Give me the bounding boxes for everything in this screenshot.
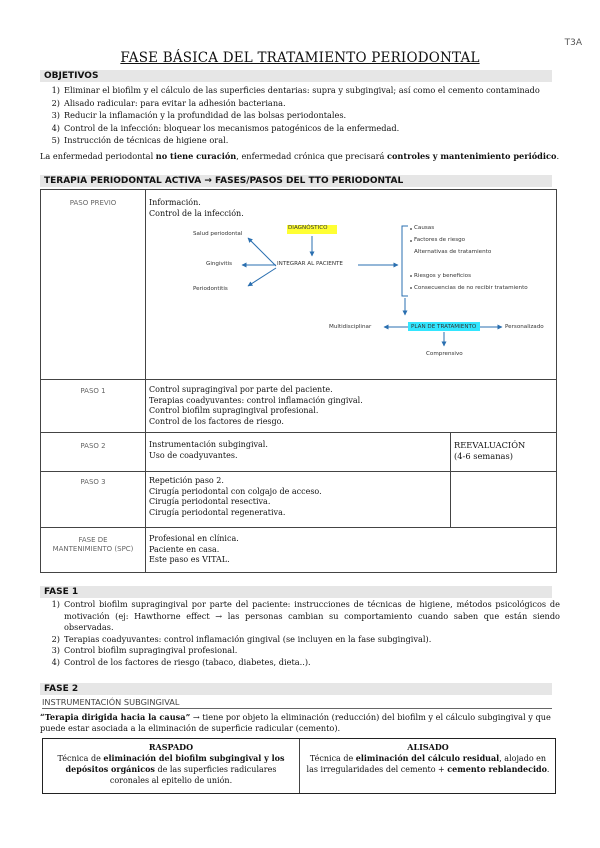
fases-table bbox=[40, 189, 557, 573]
raspado-alisado-table bbox=[42, 738, 556, 794]
paso1-label: PASO 1 bbox=[80, 387, 106, 395]
list-item: 3) Reducir la inflamación y la profundidad de las bolsas periodontales. bbox=[51, 110, 347, 120]
alisado-cell: ALISADO Técnica de eliminación del cálculo residual, alojado en las irregularidades del cemento + cemento reblandecido. bbox=[306, 742, 550, 774]
fase2-heading: FASE 2 bbox=[40, 683, 552, 695]
treatment-diagram bbox=[146, 218, 556, 378]
paso3-label: PASO 3 bbox=[80, 478, 106, 486]
salud-label: Salud periodontal bbox=[193, 231, 243, 237]
comprensivo-label: Comprensivo bbox=[426, 351, 463, 357]
diagnostico-label: DIAGNÓSTICO bbox=[288, 225, 328, 231]
paso2-content: Instrumentación subgingival. Uso de coadyuvantes. bbox=[149, 440, 268, 460]
list-item: 4) Control de la infección: bloquear los mecanismos patogénicos de la enfermedad. bbox=[51, 122, 400, 133]
paso-previo-label: PASO PREVIO bbox=[69, 199, 117, 207]
fase1-heading: FASE 1 bbox=[40, 586, 552, 598]
list-item: 2) Alisado radicular: para evitar la adhesión bacteriana. bbox=[51, 97, 286, 108]
personalizado-label: Personalizado bbox=[505, 324, 544, 330]
right-item: Factores de riesgo bbox=[414, 237, 466, 243]
paso2-label: PASO 2 bbox=[80, 442, 106, 450]
fase2-subheading: INSTRUMENTACIÓN SUBGINGIVAL bbox=[42, 697, 552, 709]
list-item: 1) Control biofilm supragingival por parte del paciente: instrucciones de técnicas de higiene, métodos psicológicos de motivación (ej: Hawthorne effect → las personas cambian su comportamiento cuando saben que están siendo observadas. bbox=[51, 599, 560, 632]
list-item: 2) Terapias coadyuvantes: control inflamación gingival (se incluyen en la fase subgingival). bbox=[51, 633, 432, 644]
objetivos-heading: OBJETIVOS bbox=[40, 70, 552, 82]
right-item: Alternativas de tratamiento bbox=[414, 249, 492, 255]
list-item: 1) Eliminar el biofilm y el cálculo de las superficies dentarias: supra y subgingival; así como el cemento contaminado bbox=[51, 85, 540, 95]
mantenimiento-label: FASE DE MANTENIMIENTO (SPC) bbox=[52, 536, 134, 553]
multidisciplinar-label: Multidisciplinar bbox=[329, 324, 372, 330]
terapia-heading: TERAPIA PERIODONTAL ACTIVA → FASES/PASOS DEL TTO PERIODONTAL bbox=[40, 175, 552, 187]
integrar-label: INTEGRAR AL PACIENTE bbox=[277, 261, 343, 267]
page-title: FASE BÁSICA DEL TRATAMIENTO PERIODONTAL bbox=[120, 50, 480, 66]
objetivos-note: La enfermedad periodontal no tiene curación, enfermedad crónica que precisará controles y mantenimiento periódico. bbox=[40, 151, 560, 161]
list-item: 3) Control biofilm supragingival profesional. bbox=[51, 645, 238, 655]
fase2-quote: “Terapia dirigida hacia la causa” → tiene por objeto la eliminación (reducción) del biofilm y el cálculo subgingival y que puede estar asociada a la eliminación de superficie radicular (cemento). bbox=[40, 712, 551, 733]
mantenimiento-content: Profesional en clínica. Paciente en casa. Este paso es VITAL. bbox=[149, 534, 239, 564]
periodontitis-label: Periodontitis bbox=[193, 286, 228, 292]
plan-label: PLAN DE TRATAMIENTO bbox=[411, 324, 477, 330]
right-item: Causas bbox=[414, 225, 435, 231]
raspado-cell: RASPADO Técnica de eliminación del biofilm subgingival y los depósitos orgánicos de las superficies radiculares coronales al epitelio de unión. bbox=[57, 742, 285, 785]
list-item: 5) Instrucción de técnicas de higiene oral. bbox=[51, 135, 229, 145]
page-code: T3A bbox=[564, 38, 582, 48]
reevaluacion: REEVALUACIÓN (4-6 semanas) bbox=[454, 440, 526, 461]
paso-previo-content: Información. Control de la infección. bbox=[149, 198, 244, 218]
list-item: 4) Control de los factores de riesgo (tabaco, diabetes, dieta..). bbox=[51, 656, 311, 667]
right-item: Riesgos y beneficios bbox=[414, 273, 472, 279]
gingivitis-label: Gingivitis bbox=[206, 261, 233, 267]
paso3-content: Repetición paso 2. Cirugía periodontal con colgajo de acceso. Cirugía periodontal resectiva. Cirugía periodontal regenerativa. bbox=[149, 476, 322, 517]
fase1-list bbox=[40, 599, 560, 668]
paso1-content: Control supragingival por parte del paciente. Terapias coadyuvantes: control inflamación gingival. Control biofilm supragingival profesional. Control de los factores de riesgo. bbox=[149, 385, 363, 426]
objetivos-list bbox=[40, 84, 552, 147]
right-item: Consecuencias de no recibir tratamiento bbox=[414, 285, 528, 291]
